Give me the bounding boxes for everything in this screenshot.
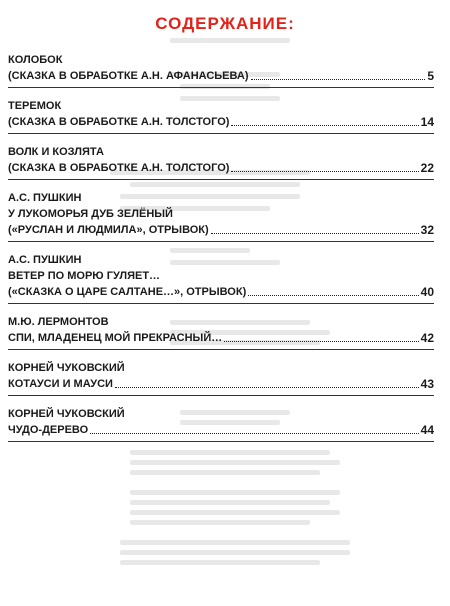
dot-leader — [224, 341, 418, 342]
dot-leader — [231, 125, 418, 126]
toc-page-number: 40 — [420, 285, 434, 299]
entry-underline — [8, 87, 434, 88]
toc-entry[interactable] — [8, 314, 434, 350]
toc-entry-text: (СКАЗКА В ОБРАБОТКЕ А.Н. АФАНАСЬЕВА) — [8, 70, 249, 82]
toc-entry[interactable] — [8, 360, 434, 396]
toc-page-number: 14 — [420, 115, 434, 129]
toc-entry-line: ТЕРЕМОК — [8, 100, 62, 112]
toc-entry-line — [8, 284, 434, 300]
entry-underline — [8, 349, 434, 350]
dot-leader — [211, 233, 419, 234]
entry-underline — [8, 303, 434, 304]
toc-entry-line — [8, 160, 434, 176]
entry-underline — [8, 179, 434, 180]
toc-entry-line: ВОЛК И КОЗЛЯТА — [8, 146, 104, 158]
toc-entry-line: КОРНЕЙ ЧУКОВСКИЙ — [8, 362, 125, 374]
dot-leader — [231, 171, 418, 172]
toc-entry-line — [8, 68, 434, 84]
toc-entry[interactable] — [8, 98, 434, 134]
toc-entry-text: ЧУДО-ДЕРЕВО — [8, 424, 89, 436]
toc-entry[interactable] — [8, 52, 434, 88]
toc-entry-text: КОТАУСИ И МАУСИ — [8, 378, 113, 390]
toc-entry-text: (СКАЗКА В ОБРАБОТКЕ А.Н. ТОЛСТОГО) — [8, 116, 230, 128]
dot-leader — [115, 387, 419, 388]
toc-entry-line: КОРНЕЙ ЧУКОВСКИЙ — [8, 408, 125, 420]
toc-page-number: 22 — [420, 161, 434, 175]
toc-entry-line: М.Ю. ЛЕРМОНТОВ — [8, 316, 109, 328]
toc-entry[interactable] — [8, 252, 434, 304]
toc-entry-line — [8, 376, 434, 392]
toc-entry-line — [8, 330, 434, 346]
toc-entry-text: (СКАЗКА В ОБРАБОТКЕ А.Н. ТОЛСТОГО) — [8, 162, 230, 174]
toc-entry-text: СПИ, МЛАДЕНЕЦ МОЙ ПРЕКРАСНЫЙ… — [8, 332, 223, 344]
toc-entry-line — [8, 422, 434, 438]
toc-entry[interactable] — [8, 190, 434, 242]
toc-page-number: 44 — [420, 423, 434, 437]
entry-underline — [8, 395, 434, 396]
table-of-contents — [8, 52, 434, 452]
toc-page-number: 42 — [420, 331, 434, 345]
dot-leader — [251, 79, 426, 80]
toc-entry-line — [8, 114, 434, 130]
dot-leader — [248, 295, 418, 296]
toc-page-number: 43 — [420, 377, 434, 391]
toc-entry-text: («СКАЗКА О ЦАРЕ САЛТАНЕ…», ОТРЫВОК) — [8, 286, 247, 298]
page-title: СОДЕРЖАНИЕ: — [155, 14, 295, 33]
toc-entry-line: У ЛУКОМОРЬЯ ДУБ ЗЕЛЁНЫЙ — [8, 208, 173, 220]
entry-underline — [8, 441, 434, 442]
entry-underline — [8, 241, 434, 242]
dot-leader — [90, 433, 418, 434]
toc-entry-line: А.С. ПУШКИН — [8, 254, 82, 266]
toc-entry-line: КОЛОБОК — [8, 54, 63, 66]
toc-entry-line: ВЕТЕР ПО МОРЮ ГУЛЯЕТ… — [8, 270, 161, 282]
toc-entry[interactable] — [8, 406, 434, 442]
toc-page-number: 32 — [420, 223, 434, 237]
toc-entry-line — [8, 222, 434, 238]
entry-underline — [8, 133, 434, 134]
toc-page-number: 5 — [427, 69, 434, 83]
toc-entry-text: («РУСЛАН И ЛЮДМИЛА», ОТРЫВОК) — [8, 224, 209, 236]
toc-entry[interactable] — [8, 144, 434, 180]
toc-entry-line: А.С. ПУШКИН — [8, 192, 82, 204]
